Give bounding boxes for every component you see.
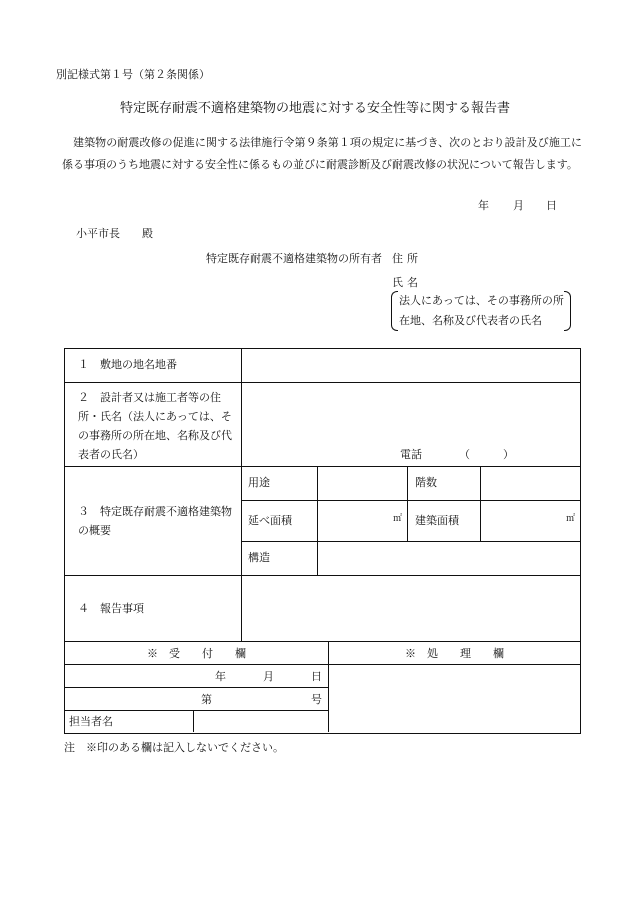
intro-paragraph: 建築物の耐震改修の促進に関する法律施行令第９条第１項の規定に基づき、次のとおり設計及び施工に係る事項のうち地震に対する安全性に係るもの並びに耐震診断及び耐震改修の状況について報告します。 — [62, 136, 582, 171]
corporation-note: 法人にあっては、その事務所の所在地、名称及び代表者の氏名 — [391, 291, 571, 331]
building-area-unit: ㎡ — [566, 514, 576, 524]
report-table — [64, 348, 581, 642]
staff-label: 担当者名 — [69, 715, 113, 728]
use-input[interactable] — [318, 467, 406, 500]
phone-parens: （ ） — [459, 448, 514, 461]
addressee: 小平市長 殿 — [76, 227, 153, 240]
use-label: 用途 — [248, 476, 270, 489]
site-label: １ 敷地の地名地番 — [78, 358, 177, 371]
report-date — [478, 197, 557, 213]
reception-year-label: 年 — [215, 670, 226, 683]
site-input[interactable] — [242, 349, 580, 382]
processing-area[interactable] — [329, 665, 580, 732]
staff-input[interactable] — [194, 711, 328, 732]
reception-header: ※ 受 付 欄 — [147, 647, 246, 660]
structure-input[interactable] — [318, 542, 580, 575]
floors-input[interactable] — [481, 467, 580, 500]
document-title: 特定既存耐震不適格建築物の地震に対する安全性等に関する報告書 — [119, 101, 510, 116]
reception-number-prefix: 第 — [201, 693, 212, 706]
report-items-input[interactable] — [242, 576, 580, 641]
date-day-label: 日 — [546, 199, 557, 212]
structure-label: 構造 — [248, 551, 270, 564]
processing-header: ※ 処 理 欄 — [405, 647, 504, 660]
owner-address-label: 住所 — [392, 252, 422, 265]
floors-label: 階数 — [415, 476, 437, 489]
report-items-label: ４ 報告事項 — [78, 602, 144, 615]
reception-number-suffix: 号 — [311, 693, 322, 706]
building-area-label: 建築面積 — [415, 514, 459, 527]
reception-table — [64, 641, 581, 734]
form-number: 別記様式第１号（第２条関係） — [56, 68, 210, 81]
designer-label: ２ 設計者又は施工者等の住所・氏名（法人にあっては、その事務所の所在地、名称及び代表者の氏名） — [78, 391, 232, 461]
reception-month-label: 月 — [263, 670, 274, 683]
owner-label: 特定既存耐震不適格建築物の所有者 — [206, 252, 382, 265]
footnote: 注 ※印のある欄は記入しないでください。 — [64, 741, 284, 754]
building-outline-label: ３ 特定既存耐震不適格建築物の概要 — [78, 505, 232, 537]
total-floor-area-label: 延べ面積 — [248, 514, 292, 527]
date-year-label: 年 — [478, 199, 489, 212]
date-month-label: 月 — [513, 199, 524, 212]
owner-name-label: 氏名 — [392, 276, 422, 289]
reception-day-label: 日 — [311, 670, 322, 683]
phone-label: 電話 — [400, 448, 422, 461]
total-floor-area-unit: ㎡ — [393, 514, 403, 524]
